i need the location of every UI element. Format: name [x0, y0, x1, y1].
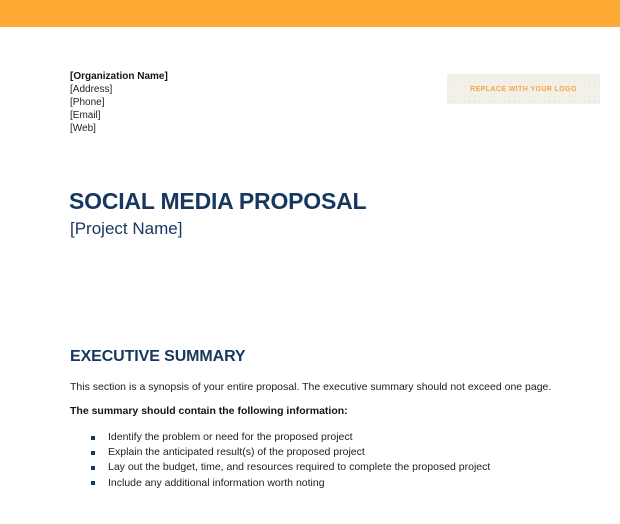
document-title: SOCIAL MEDIA PROPOSAL — [69, 188, 367, 214]
logo-placeholder-label: REPLACE WITH YOUR LOGO — [470, 85, 577, 93]
list-item — [70, 460, 600, 475]
bullet-square-icon — [91, 451, 95, 455]
list-item — [70, 476, 600, 491]
organization-web-placeholder: [Web] — [70, 123, 96, 134]
list-item — [70, 445, 600, 460]
organization-email-placeholder: [Email] — [70, 110, 101, 121]
list-item-text: Include any additional information worth noting — [108, 476, 325, 489]
organization-info-block — [70, 70, 168, 135]
organization-name-placeholder: [Organization Name] — [70, 71, 168, 82]
organization-address-placeholder: [Address] — [70, 84, 113, 95]
executive-summary-bullet-list — [70, 430, 600, 491]
executive-summary-intro: This section is a synopsis of your entire proposal. The executive summary should not exceed one page. — [70, 381, 552, 393]
top-accent-bar — [0, 0, 620, 27]
executive-summary-heading: EXECUTIVE SUMMARY — [70, 348, 246, 365]
list-item-text: Lay out the budget, time, and resources required to complete the proposed project — [108, 461, 491, 474]
logo-placeholder-button[interactable] — [447, 74, 600, 104]
organization-phone-placeholder: [Phone] — [70, 97, 105, 108]
list-item-text: Explain the anticipated result(s) of the proposed project — [108, 446, 365, 459]
bullet-square-icon — [91, 436, 95, 440]
executive-summary-subheading: The summary should contain the following information: — [70, 405, 348, 417]
bullet-square-icon — [91, 466, 95, 470]
list-item-text: Identify the problem or need for the proposed project — [108, 431, 353, 443]
project-name-placeholder: [Project Name] — [70, 219, 183, 238]
list-item — [70, 430, 600, 445]
bullet-square-icon — [91, 481, 95, 485]
